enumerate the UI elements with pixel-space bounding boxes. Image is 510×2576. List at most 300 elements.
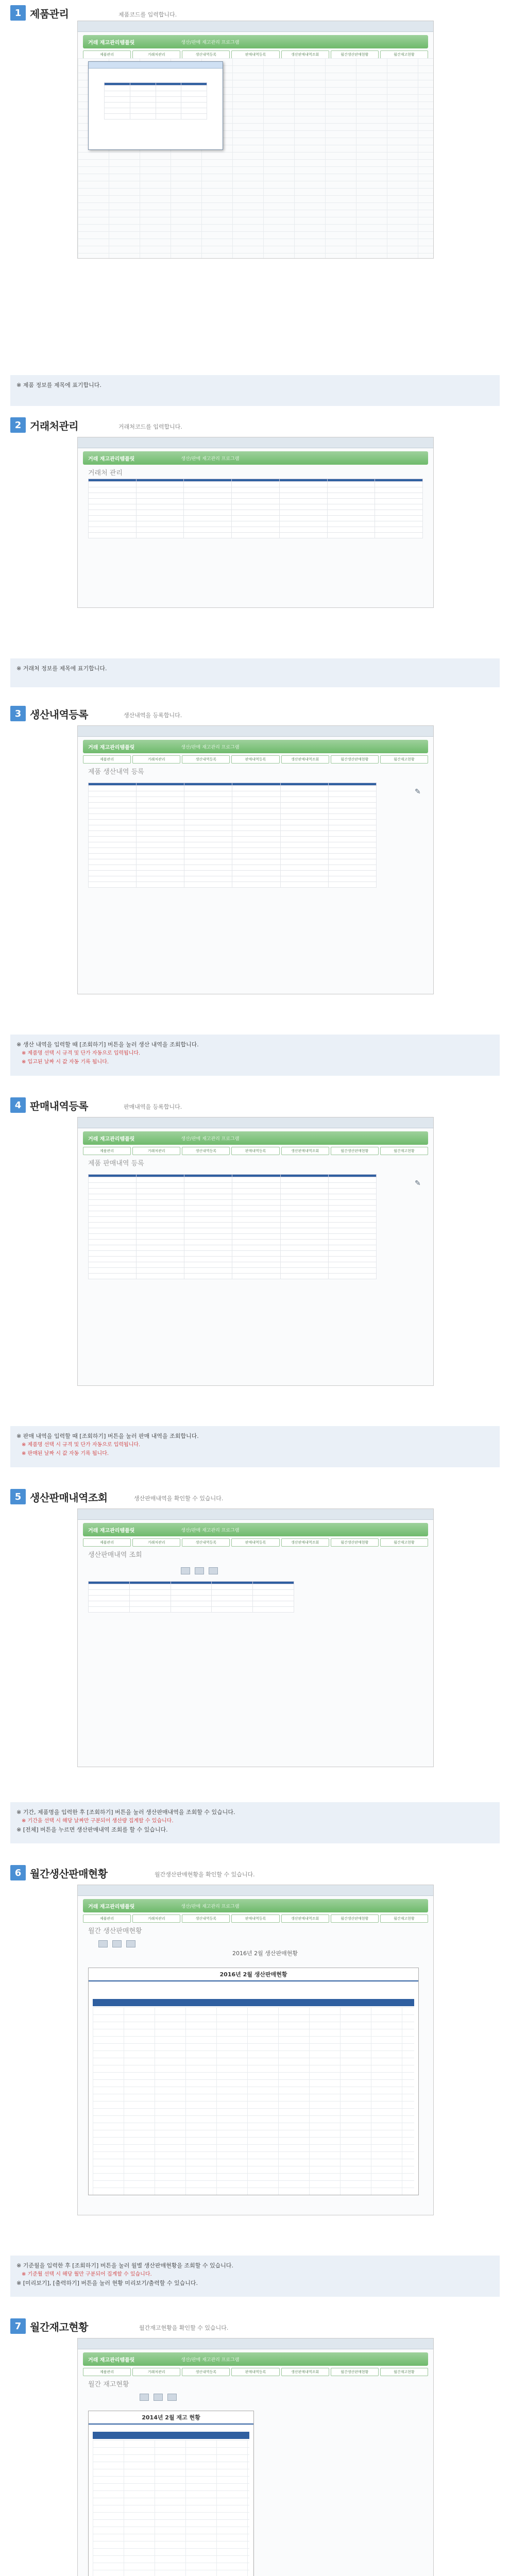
search-icon[interactable] (140, 2394, 149, 2401)
cell[interactable] (89, 820, 137, 825)
cell[interactable] (328, 842, 376, 848)
search-icon[interactable] (181, 1567, 190, 1574)
cell[interactable] (89, 786, 137, 791)
menu-item[interactable]: 거래처관리 (132, 1538, 180, 1547)
cell[interactable] (136, 516, 184, 521)
cell[interactable] (105, 103, 130, 108)
cell[interactable] (375, 482, 423, 487)
cell[interactable] (130, 103, 156, 108)
cell[interactable] (232, 814, 280, 820)
cell[interactable] (328, 1200, 376, 1206)
cell[interactable] (232, 859, 280, 865)
cell[interactable] (89, 1262, 137, 1268)
cell[interactable] (184, 521, 232, 527)
cell[interactable] (89, 499, 137, 504)
cell[interactable] (89, 1584, 130, 1590)
cell[interactable] (156, 91, 181, 97)
cell[interactable] (137, 871, 184, 876)
cell[interactable] (375, 516, 423, 521)
cell[interactable] (129, 1590, 171, 1596)
cell[interactable] (232, 1189, 280, 1194)
menu-item[interactable]: 생산내역등록 (182, 50, 230, 59)
cell[interactable] (184, 825, 232, 831)
cell[interactable] (280, 1251, 328, 1257)
cell[interactable] (280, 803, 328, 808)
cell[interactable] (89, 1200, 137, 1206)
cell[interactable] (184, 1194, 232, 1200)
cell[interactable] (184, 842, 232, 848)
cell[interactable] (328, 1177, 376, 1183)
cell[interactable] (279, 499, 327, 504)
cell[interactable] (184, 1228, 232, 1234)
cell[interactable] (137, 1177, 184, 1183)
cell[interactable] (137, 803, 184, 808)
cell[interactable] (89, 1268, 137, 1274)
cell[interactable] (184, 493, 232, 499)
cell[interactable] (328, 791, 376, 797)
cell[interactable] (137, 825, 184, 831)
cell[interactable] (253, 1607, 294, 1613)
cell[interactable] (327, 516, 375, 521)
cell[interactable] (137, 814, 184, 820)
cell[interactable] (184, 1217, 232, 1223)
cell[interactable] (137, 1274, 184, 1279)
cell[interactable] (171, 1607, 212, 1613)
cell[interactable] (184, 876, 232, 882)
cell[interactable] (328, 1228, 376, 1234)
cell[interactable] (137, 1268, 184, 1274)
cell[interactable] (375, 487, 423, 493)
cell[interactable] (105, 91, 130, 97)
menu-item[interactable]: 월간재고현황 (380, 50, 428, 59)
menu-item[interactable]: 제품관리 (83, 755, 131, 764)
cell[interactable] (328, 1234, 376, 1240)
menu-item[interactable]: 생산내역등록 (182, 1538, 230, 1547)
cell[interactable] (280, 814, 328, 820)
cell[interactable] (89, 1257, 137, 1262)
cell[interactable] (184, 1177, 232, 1183)
cell[interactable] (232, 516, 280, 521)
cell[interactable] (280, 808, 328, 814)
cell[interactable] (89, 521, 137, 527)
cell[interactable] (184, 882, 232, 888)
cell[interactable] (137, 854, 184, 859)
cell[interactable] (89, 876, 137, 882)
cell[interactable] (327, 499, 375, 504)
cell[interactable] (280, 854, 328, 859)
cell[interactable] (280, 1194, 328, 1200)
cell[interactable] (212, 1584, 253, 1590)
cell[interactable] (181, 97, 207, 103)
cell[interactable] (279, 482, 327, 487)
cell[interactable] (105, 108, 130, 114)
cell[interactable] (327, 533, 375, 538)
cell[interactable] (89, 1189, 137, 1194)
cell[interactable] (137, 831, 184, 837)
cell[interactable] (280, 865, 328, 871)
cell[interactable] (137, 808, 184, 814)
cell[interactable] (328, 1189, 376, 1194)
cell[interactable] (232, 791, 280, 797)
cell[interactable] (280, 1217, 328, 1223)
cell[interactable] (253, 1596, 294, 1601)
cell[interactable] (280, 1234, 328, 1240)
cell[interactable] (328, 1245, 376, 1251)
cell[interactable] (232, 1183, 280, 1189)
cell[interactable] (232, 1240, 280, 1245)
cell[interactable] (184, 820, 232, 825)
cell[interactable] (89, 1177, 137, 1183)
cell[interactable] (328, 1194, 376, 1200)
cell[interactable] (279, 533, 327, 538)
menu-item[interactable]: 월간재고현황 (380, 755, 428, 764)
cell[interactable] (232, 527, 280, 533)
cell[interactable] (375, 499, 423, 504)
print-icon[interactable] (126, 1940, 135, 1947)
cell[interactable] (328, 848, 376, 854)
cell[interactable] (136, 533, 184, 538)
cell[interactable] (89, 1217, 137, 1223)
cell[interactable] (89, 848, 137, 854)
cell[interactable] (137, 1223, 184, 1228)
cell[interactable] (232, 820, 280, 825)
cell[interactable] (280, 837, 328, 842)
cell[interactable] (327, 482, 375, 487)
cell[interactable] (156, 114, 181, 120)
cell[interactable] (328, 814, 376, 820)
cell[interactable] (328, 854, 376, 859)
cell[interactable] (232, 876, 280, 882)
cell[interactable] (171, 1596, 212, 1601)
cell[interactable] (328, 871, 376, 876)
cell[interactable] (184, 504, 232, 510)
cell[interactable] (184, 786, 232, 791)
cell[interactable] (156, 103, 181, 108)
cell[interactable] (328, 882, 376, 888)
cell[interactable] (89, 533, 137, 538)
cell[interactable] (89, 1601, 130, 1607)
cell[interactable] (279, 521, 327, 527)
refresh-icon[interactable] (195, 1567, 204, 1574)
cell[interactable] (232, 871, 280, 876)
cell[interactable] (184, 1223, 232, 1228)
cell[interactable] (280, 791, 328, 797)
menu-item[interactable]: 월간재고현황 (380, 1914, 428, 1923)
menu-item[interactable]: 생산판매내역조회 (281, 1147, 329, 1155)
cell[interactable] (232, 1206, 280, 1211)
cell[interactable] (375, 533, 423, 538)
menu-item[interactable]: 거래처관리 (132, 755, 180, 764)
menu-item[interactable]: 제품관리 (83, 2368, 131, 2376)
cell[interactable] (184, 814, 232, 820)
cell[interactable] (137, 842, 184, 848)
cell[interactable] (184, 1257, 232, 1262)
cell[interactable] (280, 859, 328, 865)
cell[interactable] (184, 871, 232, 876)
menu-item[interactable]: 월간재고현황 (380, 1538, 428, 1547)
cell[interactable] (156, 86, 181, 91)
cell[interactable] (280, 831, 328, 837)
menu-item[interactable]: 월간재고현황 (380, 2368, 428, 2376)
cell[interactable] (280, 882, 328, 888)
cell[interactable] (137, 848, 184, 854)
menu-item[interactable]: 월간생산판매현황 (331, 755, 379, 764)
cell[interactable] (129, 1584, 171, 1590)
edit-icon[interactable]: ✎ (415, 788, 421, 796)
cell[interactable] (279, 493, 327, 499)
cell[interactable] (89, 1607, 130, 1613)
edit-icon[interactable]: ✎ (415, 1179, 421, 1188)
cell[interactable] (375, 527, 423, 533)
cell[interactable] (232, 1228, 280, 1234)
menu-item[interactable]: 생산판매내역조회 (281, 1538, 329, 1547)
cell[interactable] (375, 493, 423, 499)
cell[interactable] (232, 1268, 280, 1274)
cell[interactable] (137, 1257, 184, 1262)
cell[interactable] (137, 859, 184, 865)
search-icon[interactable] (98, 1940, 108, 1947)
cell[interactable] (105, 97, 130, 103)
cell[interactable] (328, 1257, 376, 1262)
cell[interactable] (279, 510, 327, 516)
cell[interactable] (105, 86, 130, 91)
cell[interactable] (89, 808, 137, 814)
cell[interactable] (137, 1262, 184, 1268)
menu-item[interactable]: 생산판매내역조회 (281, 50, 329, 59)
cell[interactable] (89, 831, 137, 837)
cell[interactable] (232, 842, 280, 848)
menu-item[interactable]: 판매내역등록 (231, 50, 279, 59)
cell[interactable] (232, 1194, 280, 1200)
cell[interactable] (280, 786, 328, 791)
cell[interactable] (253, 1601, 294, 1607)
cell[interactable] (232, 1262, 280, 1268)
cell[interactable] (327, 510, 375, 516)
cell[interactable] (184, 837, 232, 842)
menu-item[interactable]: 판매내역등록 (231, 2368, 279, 2376)
cell[interactable] (137, 876, 184, 882)
cell[interactable] (89, 516, 137, 521)
cell[interactable] (156, 97, 181, 103)
menu-item[interactable]: 판매내역등록 (231, 1538, 279, 1547)
cell[interactable] (328, 786, 376, 791)
cell[interactable] (328, 825, 376, 831)
cell[interactable] (89, 1590, 130, 1596)
cell[interactable] (232, 499, 280, 504)
cell[interactable] (328, 803, 376, 808)
cell[interactable] (184, 1183, 232, 1189)
cell[interactable] (253, 1584, 294, 1590)
cell[interactable] (89, 1234, 137, 1240)
cell[interactable] (171, 1590, 212, 1596)
cell[interactable] (280, 1240, 328, 1245)
cell[interactable] (89, 1596, 130, 1601)
cell[interactable] (184, 487, 232, 493)
cell[interactable] (232, 487, 280, 493)
cell[interactable] (137, 1251, 184, 1257)
cell[interactable] (375, 510, 423, 516)
cell[interactable] (232, 521, 280, 527)
cell[interactable] (184, 865, 232, 871)
cell[interactable] (89, 1223, 137, 1228)
menu-item[interactable]: 제품관리 (83, 1914, 131, 1923)
cell[interactable] (280, 876, 328, 882)
cell[interactable] (232, 797, 280, 803)
menu-item[interactable]: 생산판매내역조회 (281, 755, 329, 764)
cell[interactable] (280, 848, 328, 854)
preview-icon[interactable] (112, 1940, 122, 1947)
cell[interactable] (181, 114, 207, 120)
cell[interactable] (137, 797, 184, 803)
menu-item[interactable]: 월간생산판매현황 (331, 1538, 379, 1547)
cell[interactable] (212, 1601, 253, 1607)
cell[interactable] (89, 791, 137, 797)
cell[interactable] (327, 493, 375, 499)
cell[interactable] (184, 808, 232, 814)
cell[interactable] (279, 527, 327, 533)
cell[interactable] (184, 1251, 232, 1257)
cell[interactable] (136, 487, 184, 493)
menu-item[interactable]: 월간재고현황 (380, 1147, 428, 1155)
cell[interactable] (280, 871, 328, 876)
cell[interactable] (280, 1183, 328, 1189)
cell[interactable] (137, 1189, 184, 1194)
cell[interactable] (328, 1211, 376, 1217)
cell[interactable] (137, 1240, 184, 1245)
cell[interactable] (232, 1177, 280, 1183)
cell[interactable] (137, 786, 184, 791)
cell[interactable] (184, 482, 232, 487)
cell[interactable] (89, 1274, 137, 1279)
cell[interactable] (232, 493, 280, 499)
cell[interactable] (89, 1211, 137, 1217)
cell[interactable] (232, 1234, 280, 1240)
menu-item[interactable]: 생산내역등록 (182, 755, 230, 764)
cell[interactable] (280, 1223, 328, 1228)
cell[interactable] (232, 1257, 280, 1262)
cell[interactable] (232, 882, 280, 888)
cell[interactable] (184, 797, 232, 803)
cell[interactable] (184, 1262, 232, 1268)
cell[interactable] (280, 825, 328, 831)
cell[interactable] (137, 1200, 184, 1206)
cell[interactable] (232, 865, 280, 871)
cell[interactable] (232, 1274, 280, 1279)
cell[interactable] (137, 1194, 184, 1200)
cell[interactable] (105, 114, 130, 120)
cell[interactable] (280, 1228, 328, 1234)
cell[interactable] (137, 1183, 184, 1189)
cell[interactable] (184, 527, 232, 533)
cell[interactable] (328, 1223, 376, 1228)
cell[interactable] (328, 808, 376, 814)
cell[interactable] (89, 871, 137, 876)
cell[interactable] (184, 510, 232, 516)
cell[interactable] (327, 527, 375, 533)
cell[interactable] (232, 1223, 280, 1228)
cell[interactable] (232, 831, 280, 837)
cell[interactable] (279, 516, 327, 521)
cell[interactable] (89, 1228, 137, 1234)
cell[interactable] (171, 1601, 212, 1607)
cell[interactable] (136, 493, 184, 499)
menu-item[interactable]: 판매내역등록 (231, 1914, 279, 1923)
cell[interactable] (130, 91, 156, 97)
cell[interactable] (232, 1200, 280, 1206)
cell[interactable] (181, 103, 207, 108)
cell[interactable] (137, 820, 184, 825)
cell[interactable] (328, 1262, 376, 1268)
cell[interactable] (137, 837, 184, 842)
cell[interactable] (137, 1234, 184, 1240)
cell[interactable] (280, 1262, 328, 1268)
cell[interactable] (280, 1189, 328, 1194)
cell[interactable] (89, 865, 137, 871)
cell[interactable] (89, 882, 137, 888)
cell[interactable] (129, 1607, 171, 1613)
cell[interactable] (171, 1584, 212, 1590)
cell[interactable] (232, 854, 280, 859)
cell[interactable] (184, 1245, 232, 1251)
cell[interactable] (89, 1245, 137, 1251)
print-icon[interactable] (167, 2394, 177, 2401)
cell[interactable] (184, 533, 232, 538)
cell[interactable] (279, 504, 327, 510)
cell[interactable] (232, 1211, 280, 1217)
cell[interactable] (280, 1200, 328, 1206)
cell[interactable] (156, 108, 181, 114)
cell[interactable] (136, 521, 184, 527)
menu-item[interactable]: 월간생산판매현황 (331, 50, 379, 59)
cell[interactable] (280, 1268, 328, 1274)
cell[interactable] (181, 108, 207, 114)
menu-item[interactable]: 판매내역등록 (231, 1147, 279, 1155)
menu-item[interactable]: 거래처관리 (132, 2368, 180, 2376)
cell[interactable] (184, 516, 232, 521)
cell[interactable] (129, 1596, 171, 1601)
cell[interactable] (136, 504, 184, 510)
cell[interactable] (232, 482, 280, 487)
cell[interactable] (328, 831, 376, 837)
cell[interactable] (280, 842, 328, 848)
cell[interactable] (232, 837, 280, 842)
print-icon[interactable] (209, 1567, 218, 1574)
cell[interactable] (89, 814, 137, 820)
cell[interactable] (184, 831, 232, 837)
cell[interactable] (184, 499, 232, 504)
cell[interactable] (137, 1211, 184, 1217)
cell[interactable] (136, 510, 184, 516)
cell[interactable] (280, 1245, 328, 1251)
menu-item[interactable]: 월간생산판매현황 (331, 2368, 379, 2376)
cell[interactable] (89, 504, 137, 510)
cell[interactable] (184, 1240, 232, 1245)
cell[interactable] (328, 797, 376, 803)
cell[interactable] (328, 865, 376, 871)
cell[interactable] (137, 1228, 184, 1234)
cell[interactable] (89, 803, 137, 808)
menu-item[interactable]: 제품관리 (83, 50, 131, 59)
cell[interactable] (327, 521, 375, 527)
cell[interactable] (181, 91, 207, 97)
menu-item[interactable]: 거래처관리 (132, 50, 180, 59)
menu-item[interactable]: 생산내역등록 (182, 2368, 230, 2376)
menu-item[interactable]: 생산내역등록 (182, 1914, 230, 1923)
menu-item[interactable]: 판매내역등록 (231, 755, 279, 764)
cell[interactable] (280, 820, 328, 825)
cell[interactable] (89, 797, 137, 803)
cell[interactable] (253, 1590, 294, 1596)
